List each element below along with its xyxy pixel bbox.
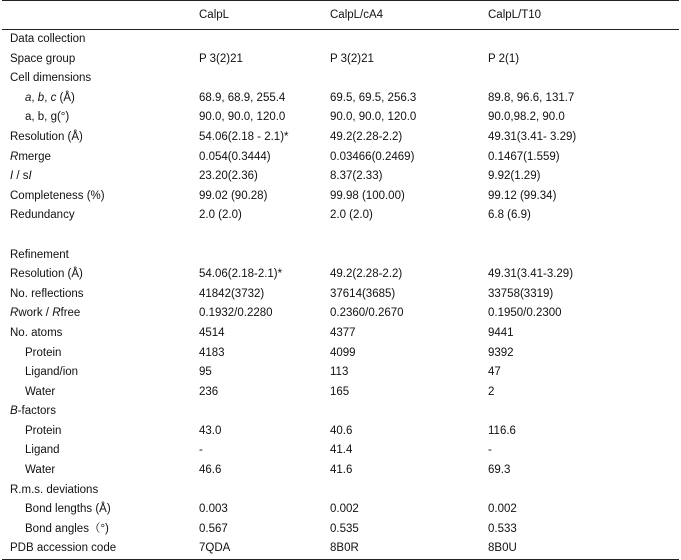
cell-calpl-t10: P 2(1) [488,52,520,65]
header-col-calpl-t10: CalpL/T10 [488,1,679,30]
cell-calpl: 99.02 (90.28) [199,189,268,202]
cell-calpl-ca4 [330,246,488,266]
cell-calpl-t10 [488,69,679,89]
cell-calpl [199,481,330,501]
cell-calpl [199,30,330,50]
table-row [2,89,679,109]
cell-calpl-t10: 6.8 (6.9) [488,209,531,222]
cell-calpl-ca4: 49.2(2.28-2.2) [330,130,403,143]
cell-calpl-t10: 8B0U [488,539,679,559]
cell-calpl-ca4: 0.03466(0.2469) [330,150,415,163]
table-row [2,304,679,324]
cell-calpl: 54.06(2.18 - 2.1)* [199,130,289,143]
cell-calpl: 68.9, 68.9, 255.4 [199,91,286,104]
cell-calpl-ca4: 0.002 [330,503,359,516]
row-label: Bond angles（°) [25,522,109,535]
label-italic: R [10,150,19,163]
row-label [2,167,199,187]
label-italic: R [52,307,61,320]
cell-calpl: 0.567 [199,522,228,535]
cell-calpl-t10: 9392 [488,346,514,359]
cell-calpl-ca4: 0.535 [330,522,359,535]
cell-calpl [199,402,330,422]
row-label: Water [25,385,56,398]
cell-calpl-ca4: 113 [330,366,349,379]
cell-calpl-ca4: 41.6 [330,464,353,477]
cell-calpl-ca4: 49.2(2.28-2.2) [330,268,403,281]
cell-calpl-t10: 49.31(3.41-3.29) [488,268,574,281]
label-italic: B [10,405,18,418]
row-label: a, b, g(°) [25,111,70,124]
table-row [2,461,679,481]
table-header-row [2,1,679,30]
table-row [2,344,679,364]
label-text: merge [18,150,51,163]
header-col-label [2,1,199,30]
statistics-table [2,0,679,560]
cell-calpl-t10 [488,30,679,50]
cell-calpl: 43.0 [199,424,222,437]
cell-calpl: 7QDA [199,539,330,559]
table-row [2,206,679,226]
cell-calpl-ca4: 41.4 [330,444,353,457]
data-collection-refinement-table [2,0,679,560]
cell-calpl-t10: 47 [488,366,501,379]
cell-calpl-ca4 [330,30,488,50]
cell-calpl-ca4: 99.98 (100.00) [330,189,405,202]
table-row [2,481,679,501]
cell-calpl-ca4 [330,481,488,501]
cell-calpl [199,246,330,266]
table-row [2,324,679,344]
cell-calpl-t10 [488,402,679,422]
table-row [2,363,679,383]
row-label: No. reflections [10,287,84,300]
row-label: Bond lengths (Å) [25,503,111,516]
table-row [2,383,679,403]
cell-calpl-t10: 9441 [488,326,514,339]
spacer-row [2,226,679,246]
label-unit: (Å) [56,91,75,104]
table-row [2,539,679,559]
cell-calpl: 90.0, 90.0, 120.0 [199,111,286,124]
table-row [2,187,679,207]
cell-calpl-ca4: 40.6 [330,424,353,437]
row-label [2,89,199,109]
cell-calpl: P 3(2)21 [199,52,243,65]
row-label: Space group [10,52,76,65]
label-a: a [25,91,32,104]
table-row [2,69,679,89]
row-label: Protein [25,346,62,359]
table-row [2,422,679,442]
label-text: free [60,307,81,320]
row-label: No. atoms [10,326,63,339]
row-label: Data collection [10,33,86,45]
row-label: Cell dimensions [10,72,92,85]
row-label: Completeness (%) [10,189,105,202]
label-sep: , [44,91,51,104]
cell-calpl: 95 [199,366,212,379]
label-c: c [50,91,57,104]
cell-calpl-t10: 69.3 [488,464,511,477]
table-row [2,285,679,305]
table-row [2,128,679,148]
label-sep: , [31,91,38,104]
cell-calpl: 41842(3732) [199,287,265,300]
cell-calpl-ca4: 0.2360/0.2670 [330,307,404,320]
cell-calpl: 23.20(2.36) [199,170,258,183]
label-italic: R [10,307,19,320]
cell-calpl-t10: 0.002 [488,503,517,516]
cell-calpl-ca4: 4099 [330,346,356,359]
label-italic: I [28,170,32,183]
cell-calpl-ca4: 4377 [330,326,356,339]
table-row [2,167,679,187]
cell-calpl-t10 [488,246,679,266]
label-italic: I [10,170,14,183]
table-row [2,441,679,461]
cell-calpl-t10: - [488,444,492,457]
row-label: PDB accession code [2,539,199,559]
section-row-refinement [2,246,679,266]
cell-calpl-ca4: 37614(3685) [330,287,396,300]
cell-calpl-t10: 99.12 (99.34) [488,189,557,202]
cell-calpl: 54.06(2.18-2.1)* [199,268,283,281]
cell-calpl: - [199,444,203,457]
cell-calpl-t10: 33758(3319) [488,287,554,300]
cell-calpl-ca4 [330,402,488,422]
row-label: Protein [25,424,62,437]
cell-calpl-ca4: 8B0R [330,539,488,559]
row-label: Refinement [10,248,69,261]
label-text: / s [13,170,29,183]
row-label: Ligand/ion [25,366,79,379]
cell-calpl [199,69,330,89]
cell-calpl-ca4: 2.0 (2.0) [330,209,373,222]
label-text: -factors [17,405,57,418]
cell-calpl-t10 [488,481,679,501]
row-label: Ligand [25,444,60,457]
cell-calpl: 0.1932/0.2280 [199,307,273,320]
cell-calpl-t10: 0.1950/0.2300 [488,307,562,320]
row-label [2,402,199,422]
row-label: R.m.s. deviations [10,483,99,496]
cell-calpl-ca4: 69.5, 69.5, 256.3 [330,91,417,104]
header-col-calpl-ca4: CalpL/cA4 [330,1,488,30]
table-row [2,108,679,128]
cell-calpl-t10: 89.8, 96.6, 131.7 [488,91,575,104]
table-row [2,520,679,540]
row-label [2,148,199,168]
table-row [2,265,679,285]
cell-calpl: 4183 [199,346,225,359]
table-row [2,50,679,70]
table-row [2,148,679,168]
cell-calpl-t10: 0.533 [488,522,517,535]
row-label: Water [25,464,56,477]
cell-calpl: 2.0 (2.0) [199,209,242,222]
section-row-data-collection [2,30,679,50]
cell-calpl: 0.003 [199,503,228,516]
cell-calpl: 0.054(0.3444) [199,150,271,163]
cell-calpl-ca4: P 3(2)21 [330,52,374,65]
cell-calpl-t10: 90.0,98.2, 90.0 [488,111,565,124]
label-b: b [37,91,45,104]
label-text: work / [18,307,53,320]
header-col-calpl: CalpL [199,1,330,30]
cell-calpl-t10: 0.1467(1.559) [488,150,560,163]
cell-calpl-ca4: 90.0, 90.0, 120.0 [330,111,417,124]
row-label [2,304,199,324]
cell-calpl-ca4: 165 [330,385,350,398]
cell-calpl-t10: 9.92(1.29) [488,170,541,183]
cell-calpl-t10: 2 [488,385,495,398]
cell-calpl-t10: 49.31(3.41- 3.29) [488,130,577,143]
row-label: Resolution (Å) [10,130,83,143]
cell-calpl-ca4: 8.37(2.33) [330,170,383,183]
table-row [2,402,679,422]
table-row [2,500,679,520]
row-label: Resolution (Å) [10,268,83,281]
cell-calpl-ca4 [330,69,488,89]
row-label: Redundancy [10,209,75,222]
cell-calpl: 236 [199,385,219,398]
cell-calpl-t10: 116.6 [488,424,516,437]
cell-calpl: 4514 [199,326,225,339]
cell-calpl: 46.6 [199,464,222,477]
